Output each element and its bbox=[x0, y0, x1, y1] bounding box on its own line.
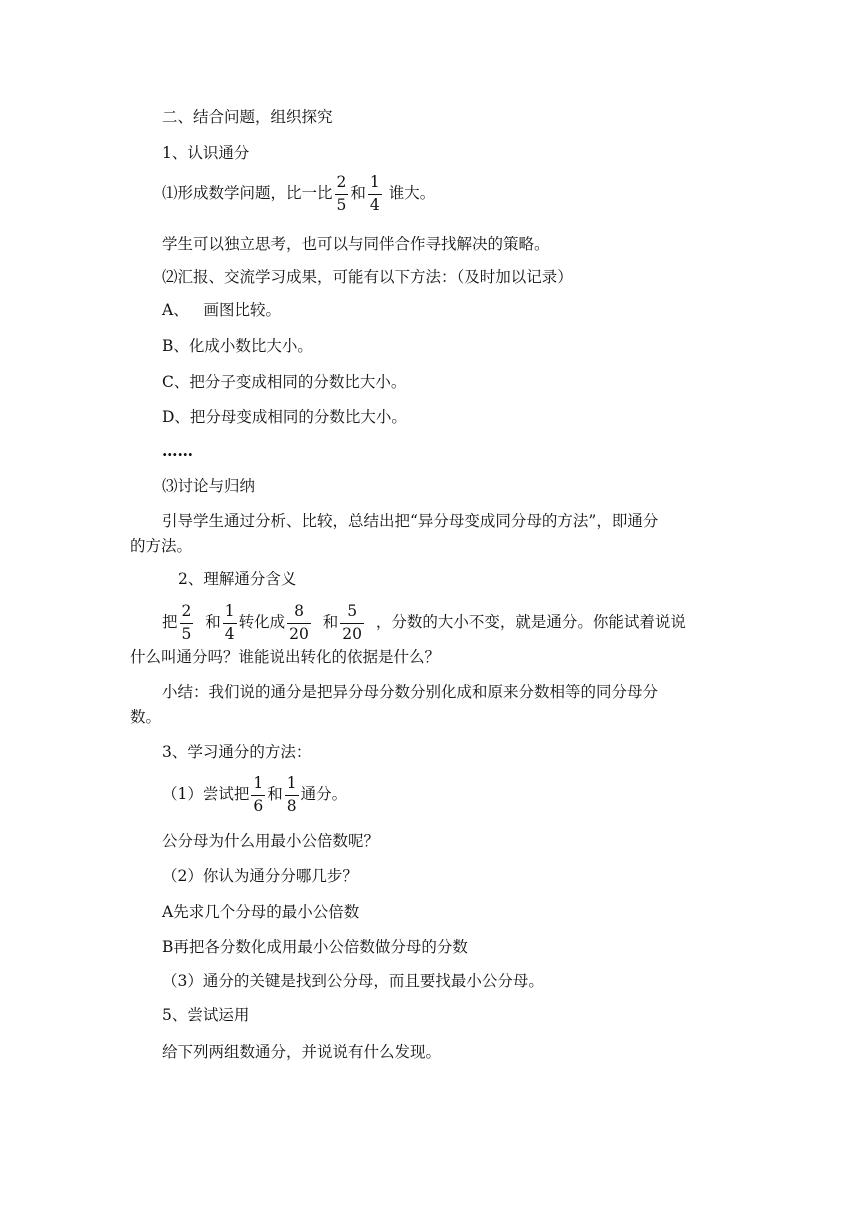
text: 转化成 bbox=[238, 613, 286, 631]
text: ⑴形成数学问题，比一比 bbox=[162, 184, 333, 202]
method-item-d: D、把分母变成相同的分数比大小。 bbox=[162, 408, 407, 426]
method-item-b: B、化成小数比大小。 bbox=[162, 337, 313, 355]
fraction bbox=[180, 604, 194, 642]
paragraph: （3）通分的关键是找到公分母，而且要找最小公分母。 bbox=[162, 972, 544, 990]
text: 把 bbox=[162, 613, 178, 631]
text: （1）尝试把 bbox=[162, 785, 250, 803]
paragraph: ⑶讨论与归纳 bbox=[162, 477, 256, 495]
paragraph-continuation: 什么叫通分吗？谁能说出转化的依据是什么？ bbox=[130, 648, 441, 666]
text: 谁大。 bbox=[383, 184, 436, 202]
paragraph-compare-fractions bbox=[162, 175, 435, 213]
paragraph: （2）你认为通分分哪几步？ bbox=[162, 867, 358, 885]
denominator: 6 bbox=[253, 796, 264, 815]
numerator: 8 bbox=[294, 602, 304, 620]
method-item-c: C、把分子变成相同的分数比大小。 bbox=[162, 373, 407, 391]
step-item-b: B再把各分数化成用最小公倍数做分母的分数 bbox=[162, 938, 468, 956]
numerator: 2 bbox=[336, 173, 347, 191]
numerator: 1 bbox=[369, 173, 380, 191]
fraction bbox=[251, 776, 265, 814]
text: 和 bbox=[322, 613, 339, 631]
fraction bbox=[340, 604, 364, 642]
fraction bbox=[287, 604, 311, 642]
text: 通分。 bbox=[300, 785, 348, 803]
paragraph: 公分母为什么用最小公倍数呢？ bbox=[162, 832, 380, 850]
summary-paragraph: 小结：我们说的通分是把异分母分数分别化成和原来分数相等的同分母分 bbox=[162, 683, 659, 701]
numerator: 1 bbox=[286, 774, 297, 792]
ellipsis: …… bbox=[162, 441, 193, 460]
text: 和 bbox=[205, 613, 221, 631]
fraction bbox=[223, 604, 237, 642]
paragraph-continuation: 的方法。 bbox=[130, 537, 193, 555]
method-item-a: A、 画图比较。 bbox=[162, 301, 281, 319]
numerator: 5 bbox=[347, 602, 358, 620]
text: 和 bbox=[267, 785, 283, 803]
fraction bbox=[335, 175, 349, 213]
subsection-title-1: 1、认识通分 bbox=[162, 144, 250, 162]
paragraph-fraction-conversion bbox=[162, 604, 686, 642]
denominator: 8 bbox=[286, 796, 297, 815]
denominator: 4 bbox=[224, 624, 235, 643]
denominator: 4 bbox=[369, 195, 380, 214]
numerator: 1 bbox=[224, 602, 235, 620]
numerator: 2 bbox=[181, 602, 192, 620]
paragraph-try-common-denominator bbox=[162, 776, 347, 814]
subsection-title-2: 2、理解通分含义 bbox=[178, 570, 297, 588]
denominator: 5 bbox=[336, 195, 347, 214]
denominator: 20 bbox=[289, 624, 309, 643]
paragraph: 引导学生通过分析、比较，总结出把“异分母变成同分母的方法”，即通分 bbox=[162, 512, 659, 530]
paragraph: 学生可以独立思考，也可以与同伴合作寻找解决的策略。 bbox=[162, 235, 550, 253]
denominator: 20 bbox=[342, 624, 362, 643]
denominator: 5 bbox=[181, 624, 192, 643]
section-heading: 二、结合问题，组织探究 bbox=[162, 108, 333, 126]
numerator: 1 bbox=[253, 774, 264, 792]
paragraph: 给下列两组数通分，并说说有什么发现。 bbox=[162, 1043, 442, 1061]
paragraph: ⑵汇报、交流学习成果，可能有以下方法：（及时加以记录） bbox=[162, 268, 573, 286]
subsection-title-3: 3、学习通分的方法： bbox=[162, 743, 312, 761]
text: 和 bbox=[350, 184, 366, 202]
subsection-title-5: 5、尝试运用 bbox=[162, 1006, 250, 1024]
paragraph-continuation: 数。 bbox=[130, 708, 162, 726]
text: ，分数的大小不变，就是通分。你能试着说说 bbox=[375, 613, 686, 631]
fraction bbox=[368, 175, 382, 213]
fraction bbox=[285, 776, 299, 814]
step-item-a: A先求几个分母的最小公倍数 bbox=[162, 903, 360, 921]
